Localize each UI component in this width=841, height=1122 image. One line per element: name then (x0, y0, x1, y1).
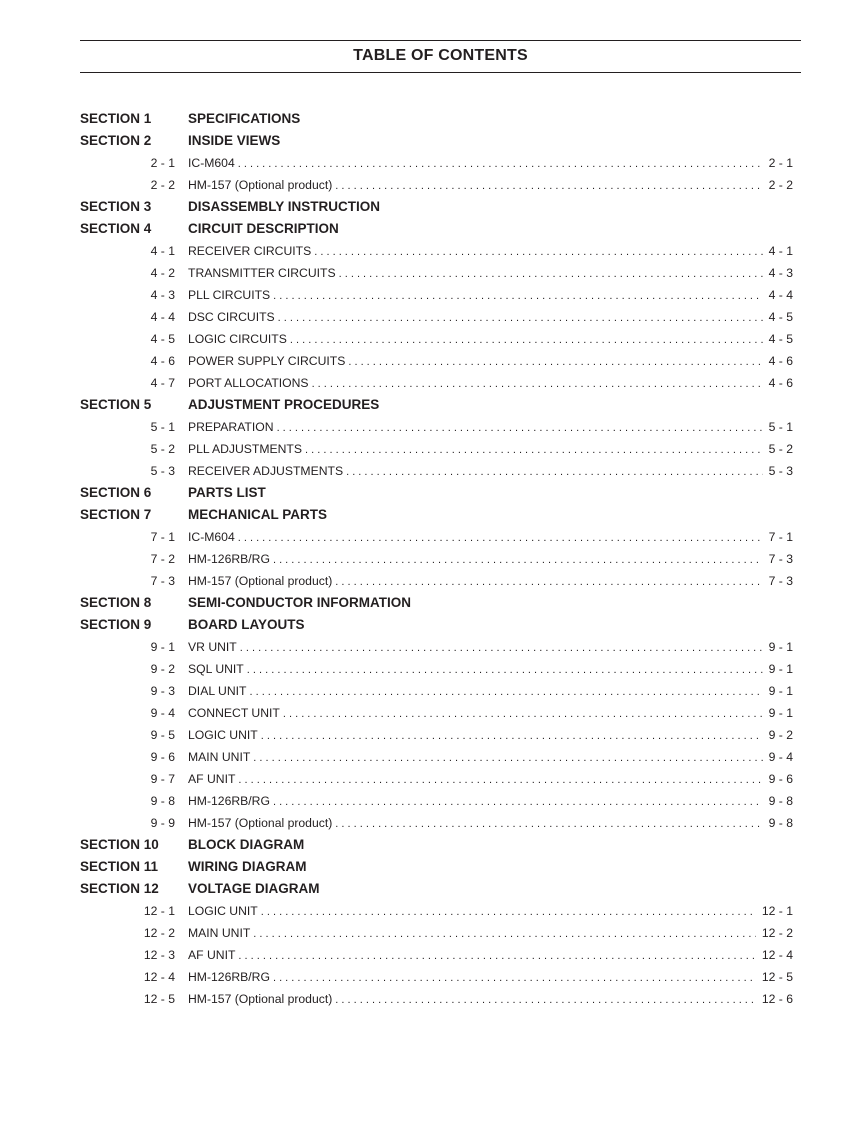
section-title: CIRCUIT DESCRIPTION (188, 221, 339, 236)
entry-leader-line (188, 570, 793, 593)
header-top-rule (80, 40, 801, 41)
entry-title: TRANSMITTER CIRCUITS (188, 266, 336, 280)
toc-entry[interactable] (80, 658, 793, 680)
entry-title: PORT ALLOCATIONS (188, 376, 309, 390)
header-bottom-rule (80, 72, 801, 73)
toc-section-heading[interactable] (80, 196, 793, 218)
toc-section-heading[interactable] (80, 130, 793, 152)
entry-page-number: 4 - 6 (768, 376, 793, 390)
toc-entry[interactable] (80, 328, 793, 350)
toc-entry[interactable] (80, 526, 793, 548)
entry-leader-line (188, 812, 793, 835)
section-number: SECTION 1 (80, 111, 152, 126)
entry-title: HM-126RB/RG (188, 970, 270, 984)
entry-number: 2 - 1 (150, 156, 175, 170)
entry-leader-line (188, 262, 793, 285)
entry-page-number: 5 - 3 (768, 464, 793, 478)
entry-number: 9 - 2 (150, 662, 175, 676)
dot-leader (238, 153, 763, 175)
entry-leader-line (188, 284, 793, 307)
entry-title: MAIN UNIT (188, 926, 251, 940)
entry-number: 7 - 1 (150, 530, 175, 544)
section-number: SECTION 9 (80, 617, 152, 632)
entry-number: 4 - 3 (150, 288, 175, 302)
dot-leader (335, 813, 762, 835)
entry-leader-line (188, 680, 793, 703)
toc-entry[interactable] (80, 680, 793, 702)
dot-leader (253, 923, 756, 945)
dot-leader (238, 527, 763, 549)
dot-leader (335, 989, 756, 1011)
entry-page-number: 9 - 1 (768, 706, 793, 720)
dot-leader (273, 791, 763, 813)
toc-entry[interactable] (80, 724, 793, 746)
entry-page-number: 9 - 2 (768, 728, 793, 742)
section-number: SECTION 12 (80, 881, 159, 896)
toc-entry[interactable] (80, 570, 793, 592)
entry-leader-line (188, 724, 793, 747)
entry-title: HM-126RB/RG (188, 794, 270, 808)
entry-leader-line (188, 350, 793, 373)
dot-leader (238, 769, 762, 791)
section-title: BLOCK DIAGRAM (188, 837, 305, 852)
entry-title: AF UNIT (188, 772, 236, 786)
entry-leader-line (188, 416, 793, 439)
entry-page-number: 12 - 2 (761, 926, 793, 940)
entry-title: HM-157 (Optional product) (188, 992, 333, 1006)
dot-leader (273, 285, 762, 307)
dot-leader (261, 901, 756, 923)
entry-title: HM-157 (Optional product) (188, 178, 333, 192)
entry-title: DIAL UNIT (188, 684, 247, 698)
entry-number: 12 - 1 (143, 904, 175, 918)
toc-entry[interactable] (80, 966, 793, 988)
toc-entry[interactable] (80, 944, 793, 966)
section-number: SECTION 6 (80, 485, 152, 500)
toc-entry[interactable] (80, 702, 793, 724)
section-number: SECTION 11 (80, 859, 159, 874)
toc-entry[interactable] (80, 372, 793, 394)
entry-title: PREPARATION (188, 420, 274, 434)
dot-leader (283, 703, 763, 725)
dot-leader (314, 241, 762, 263)
toc-section-heading[interactable] (80, 108, 793, 130)
entry-title: AF UNIT (188, 948, 236, 962)
entry-page-number: 7 - 1 (768, 530, 793, 544)
entry-title: LOGIC UNIT (188, 728, 258, 742)
dot-leader (249, 681, 762, 703)
toc-section-heading[interactable] (80, 218, 793, 240)
entry-number: 9 - 9 (150, 816, 175, 830)
dot-leader (335, 571, 762, 593)
dot-leader (312, 373, 763, 395)
entry-leader-line (188, 306, 793, 329)
toc-entry[interactable] (80, 768, 793, 790)
section-title: WIRING DIAGRAM (188, 859, 307, 874)
entry-leader-line (188, 240, 793, 263)
entry-leader-line (188, 900, 793, 923)
entry-number: 4 - 6 (150, 354, 175, 368)
entry-leader-line (188, 702, 793, 725)
dot-leader (238, 945, 755, 967)
entry-number: 9 - 1 (150, 640, 175, 654)
section-title: SEMI-CONDUCTOR INFORMATION (188, 595, 411, 610)
entry-title: HM-157 (Optional product) (188, 574, 333, 588)
toc-entry[interactable] (80, 548, 793, 570)
section-number: SECTION 4 (80, 221, 152, 236)
entry-title: DSC CIRCUITS (188, 310, 275, 324)
entry-leader-line (188, 636, 793, 659)
toc-section-heading[interactable] (80, 856, 793, 878)
entry-title: LOGIC CIRCUITS (188, 332, 287, 346)
entry-title: IC-M604 (188, 156, 235, 170)
toc-entry[interactable] (80, 306, 793, 328)
toc-entry[interactable] (80, 262, 793, 284)
entry-number: 5 - 2 (150, 442, 175, 456)
dot-leader (273, 967, 756, 989)
section-title: INSIDE VIEWS (188, 133, 281, 148)
entry-leader-line (188, 328, 793, 351)
entry-page-number: 4 - 6 (768, 354, 793, 368)
dot-leader (339, 263, 763, 285)
entry-page-number: 5 - 2 (768, 442, 793, 456)
section-number: SECTION 3 (80, 199, 152, 214)
entry-page-number: 9 - 1 (768, 684, 793, 698)
section-title: SPECIFICATIONS (188, 111, 301, 126)
dot-leader (290, 329, 763, 351)
entry-number: 4 - 4 (150, 310, 175, 324)
toc-entry[interactable] (80, 922, 793, 944)
entry-page-number: 9 - 4 (768, 750, 793, 764)
dot-leader (273, 549, 763, 571)
dot-leader (335, 175, 762, 197)
entry-page-number: 4 - 5 (768, 332, 793, 346)
entry-page-number: 12 - 6 (761, 992, 793, 1006)
entry-leader-line (188, 966, 793, 989)
entry-leader-line (188, 944, 793, 967)
entry-leader-line (188, 152, 793, 175)
dot-leader (305, 439, 763, 461)
dot-leader (261, 725, 763, 747)
section-title: VOLTAGE DIAGRAM (188, 881, 320, 896)
entry-page-number: 7 - 3 (768, 552, 793, 566)
entry-leader-line (188, 372, 793, 395)
entry-leader-line (188, 746, 793, 769)
entry-page-number: 5 - 1 (768, 420, 793, 434)
toc-entry[interactable] (80, 900, 793, 922)
entry-number: 5 - 3 (150, 464, 175, 478)
entry-title: SQL UNIT (188, 662, 244, 676)
dot-leader (247, 659, 763, 681)
toc-section-heading[interactable] (80, 878, 793, 900)
toc-entry[interactable] (80, 988, 793, 1010)
entry-title: HM-157 (Optional product) (188, 816, 333, 830)
section-number: SECTION 7 (80, 507, 152, 522)
entry-title: RECEIVER CIRCUITS (188, 244, 312, 258)
toc-entry[interactable] (80, 416, 793, 438)
entry-page-number: 9 - 6 (768, 772, 793, 786)
toc-entry[interactable] (80, 460, 793, 482)
section-title: MECHANICAL PARTS (188, 507, 328, 522)
entry-number: 9 - 6 (150, 750, 175, 764)
section-number: SECTION 2 (80, 133, 152, 148)
entry-page-number: 12 - 4 (761, 948, 793, 962)
entry-number: 12 - 4 (143, 970, 175, 984)
entry-number: 12 - 3 (143, 948, 175, 962)
section-number: SECTION 10 (80, 837, 159, 852)
entry-title: MAIN UNIT (188, 750, 251, 764)
toc-entry[interactable] (80, 240, 793, 262)
entry-title: RECEIVER ADJUSTMENTS (188, 464, 344, 478)
entry-page-number: 12 - 5 (761, 970, 793, 984)
entry-page-number: 7 - 3 (768, 574, 793, 588)
entry-leader-line (188, 174, 793, 197)
entry-page-number: 4 - 5 (768, 310, 793, 324)
toc-entry[interactable] (80, 174, 793, 196)
entry-title: IC-M604 (188, 530, 235, 544)
entry-page-number: 12 - 1 (761, 904, 793, 918)
entry-number: 9 - 8 (150, 794, 175, 808)
dot-leader (278, 307, 763, 329)
entry-leader-line (188, 438, 793, 461)
toc-section-heading[interactable] (80, 614, 793, 636)
section-number: SECTION 8 (80, 595, 152, 610)
entry-title: PLL CIRCUITS (188, 288, 271, 302)
entry-title: LOGIC UNIT (188, 904, 258, 918)
entry-number: 12 - 2 (143, 926, 175, 940)
entry-number: 4 - 1 (150, 244, 175, 258)
toc-section-heading[interactable] (80, 834, 793, 856)
entry-number: 7 - 2 (150, 552, 175, 566)
entry-title: HM-126RB/RG (188, 552, 270, 566)
entry-page-number: 4 - 4 (768, 288, 793, 302)
entry-leader-line (188, 526, 793, 549)
entry-leader-line (188, 460, 793, 483)
entry-page-number: 9 - 1 (768, 640, 793, 654)
entry-title: VR UNIT (188, 640, 237, 654)
toc-entry[interactable] (80, 790, 793, 812)
entry-page-number: 2 - 1 (768, 156, 793, 170)
dot-leader (348, 351, 762, 373)
toc-entry[interactable] (80, 636, 793, 658)
section-title: DISASSEMBLY INSTRUCTION (188, 199, 381, 214)
entry-leader-line (188, 548, 793, 571)
section-title: BOARD LAYOUTS (188, 617, 305, 632)
entry-number: 4 - 5 (150, 332, 175, 346)
entry-leader-line (188, 790, 793, 813)
section-number: SECTION 5 (80, 397, 152, 412)
entry-page-number: 9 - 1 (768, 662, 793, 676)
dot-leader (253, 747, 762, 769)
entry-title: PLL ADJUSTMENTS (188, 442, 303, 456)
toc-entry[interactable] (80, 812, 793, 834)
entry-number: 9 - 7 (150, 772, 175, 786)
entry-leader-line (188, 922, 793, 945)
toc-section-heading[interactable] (80, 482, 793, 504)
entry-number: 2 - 2 (150, 178, 175, 192)
entry-leader-line (188, 658, 793, 681)
toc-section-heading[interactable] (80, 592, 793, 614)
toc-section-heading[interactable] (80, 504, 793, 526)
entry-number: 12 - 5 (143, 992, 175, 1006)
entry-leader-line (188, 768, 793, 791)
entry-number: 4 - 7 (150, 376, 175, 390)
toc-entry[interactable] (80, 152, 793, 174)
entry-page-number: 9 - 8 (768, 794, 793, 808)
toc-entry[interactable] (80, 746, 793, 768)
toc-entry[interactable] (80, 284, 793, 306)
entry-number: 5 - 1 (150, 420, 175, 434)
table-of-contents (80, 108, 793, 1010)
dot-leader (240, 637, 763, 659)
section-title: PARTS LIST (188, 485, 266, 500)
entry-page-number: 4 - 3 (768, 266, 793, 280)
dot-leader (346, 461, 763, 483)
entry-number: 4 - 2 (150, 266, 175, 280)
section-title: ADJUSTMENT PROCEDURES (188, 397, 380, 412)
toc-section-heading[interactable] (80, 394, 793, 416)
toc-entry[interactable] (80, 350, 793, 372)
entry-title: CONNECT UNIT (188, 706, 280, 720)
entry-number: 9 - 5 (150, 728, 175, 742)
page-title: TABLE OF CONTENTS (353, 47, 528, 64)
entry-leader-line (188, 988, 793, 1011)
entry-page-number: 4 - 1 (768, 244, 793, 258)
toc-entry[interactable] (80, 438, 793, 460)
entry-title: POWER SUPPLY CIRCUITS (188, 354, 346, 368)
entry-number: 7 - 3 (150, 574, 175, 588)
entry-page-number: 2 - 2 (768, 178, 793, 192)
dot-leader (277, 417, 763, 439)
entry-number: 9 - 3 (150, 684, 175, 698)
entry-page-number: 9 - 8 (768, 816, 793, 830)
entry-number: 9 - 4 (150, 706, 175, 720)
